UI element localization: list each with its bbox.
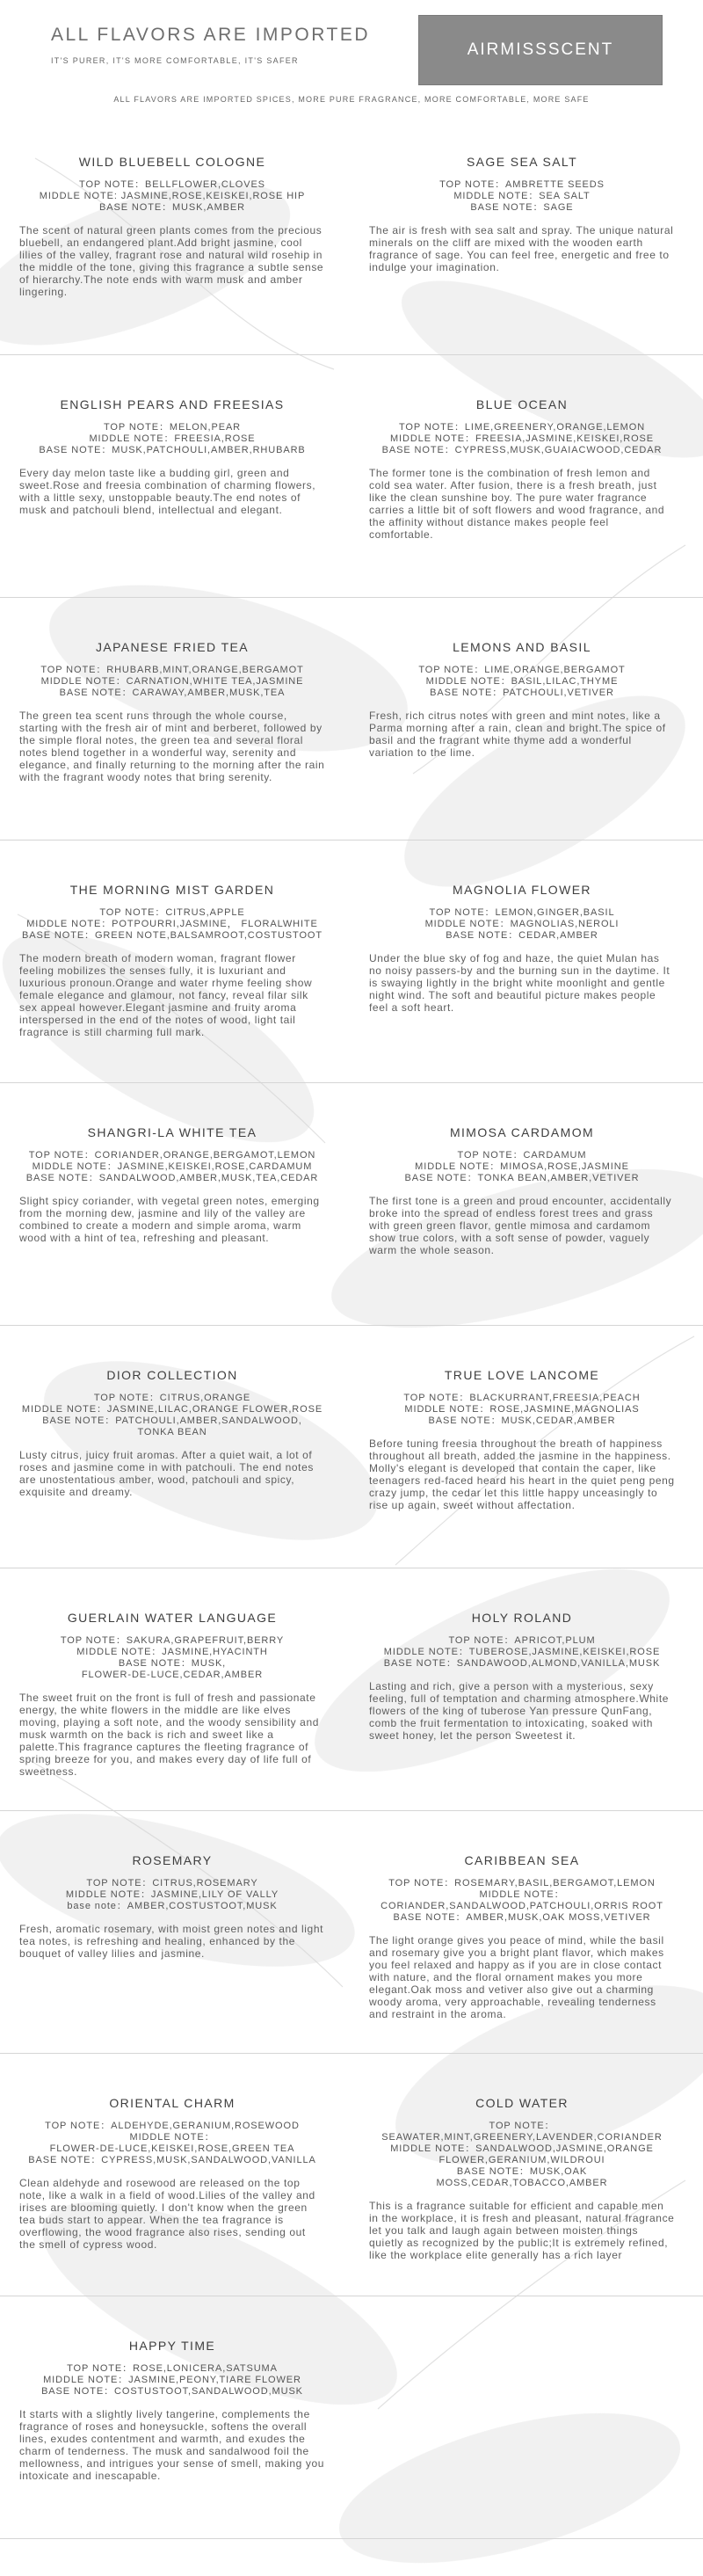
flavor-name: HOLY ROLAND <box>471 1611 573 1625</box>
flavor-note: MIDDLE NOTE： <box>479 1889 565 1900</box>
flavor-note: BASE NOTE：COSTUSTOOT,SANDALWOOD,MUSK <box>41 2386 303 2397</box>
flavor-name: TRUE LOVE LANCOME <box>444 1368 600 1382</box>
flavor-note: MIDDLE NOTE：POTPOURRI,JASMINE， FLORALWHITE <box>26 919 318 929</box>
flavor-note: MIDDLE NOTE：JASMINE,LILAC,ORANGE FLOWER,ROSE <box>21 1404 323 1415</box>
flavor-card <box>369 2096 675 2261</box>
flavor-note: TOP NOTE：LEMON,GINGER,BASIL <box>429 907 615 918</box>
flavor-note: BASE NOTE：TONKA BEAN,AMBER,VETIVER <box>404 1173 640 1183</box>
flavor-note: TOP NOTE：RHUBARB,MINT,ORANGE,BERGAMOT <box>40 665 304 675</box>
flavor-card <box>19 883 325 1038</box>
flavor-name: WILD BLUEBELL COLOGNE <box>78 155 266 169</box>
flavor-card <box>19 1125 325 1244</box>
flavor-note: BASE NOTE：MUSK,PATCHOULI,AMBER,RHUBARB <box>39 445 306 455</box>
flavor-note: MIDDLE NOTE：JASMINE,PEONY,TIARE FLOWER <box>43 2375 301 2385</box>
flavor-description: Lusty citrus, juicy fruit aromas. After a quiet wait, a lot of roses and jasmine come in with patchouli. The end notes are unostentatious amber, wood, patchouli and spicy, exquisite and dreamy. <box>19 1449 314 1498</box>
flavor-description: The scent of natural green plants comes from the precious bluebell, an endangered plant.Add bright jasmine, cool lilies of the valley, fragrant rose and natural wild rosehip in the middle of the tone, giving this fragrance a subtle sense of hierarchy.The note ends with warm musk and amber lingering. <box>19 224 324 298</box>
page-title: ALL FLAVORS ARE IMPORTED <box>51 25 371 45</box>
flavor-name: ENGLISH PEARS AND FREESIAS <box>60 397 285 411</box>
flavor-note: BASE NOTE：CEDAR,AMBER <box>446 930 598 941</box>
flavor-name: LEMONS AND BASIL <box>453 640 591 654</box>
flavor-note: TOP NOTE：CITRUS,ROSEMARY <box>86 1878 258 1888</box>
flavor-name: ORIENTAL CHARM <box>109 2096 236 2110</box>
flavor-description: Every day melon taste like a budding girl, green and sweet.Rose and freesia combination of charming flowers, with a little sexy, unstoppable beauty.The end notes of musk and patchouli blend, intellectual and elegant. <box>19 467 316 516</box>
flavor-note: BASE NOTE：PATCHOULI,AMBER,SANDALWOOD, <box>42 1415 302 1426</box>
flavor-card <box>19 155 325 298</box>
flavor-note: MIDDLE NOTE：MIMOSA,ROSE,JASMINE <box>415 1161 629 1172</box>
flavor-description: The sweet fruit on the front is full of fresh and passionate energy, the white flowers in the middle are like elves moving, playing a soft note, and the woody sensibility and musk warmth on the back is rich and sweet like a palette.This fragrance captures the fleeting fragrance of spring breeze for you, and makes every day of life full of sweetness. <box>19 1692 319 1778</box>
flavor-note: TOP NOTE：CITRUS,ORANGE <box>93 1393 251 1403</box>
flavor-card <box>369 640 675 759</box>
flavor-name: HAPPY TIME <box>128 2339 216 2353</box>
flavor-description: The first tone is a green and proud encounter, accidentally broke into the spread of endless forest trees and grass with green green flavor, gentle mimosa and cardamom show true colors, with a soft sense of powder, vaguely warm the whole season. <box>369 1195 672 1256</box>
flavor-description: Clean aldehyde and rosewood are released on the top note, like a walk in a field of wood.Lilies of the valley and irises are blooming quietly. I don't know when the green tea buds start to appear. When the tea fragrance is overflowing, the wood fragrance also rises, sending out the smell of cypress wood. <box>19 2177 315 2251</box>
flavor-note: TOP NOTE：MELON,PEAR <box>103 422 242 433</box>
flavor-description: The modern breath of modern woman, fragrant flower feeling mobilizes the senses fully, it is luxuriant and luxurious pronoun.Orange and water rhyme feeling show female elegance and glamour, not fancy, reveal filar silk sex appeal however.Elegant jasmine and fruity aroma interspersed in the end of the notes of wood, light tail fragrance is still charming full mark. <box>19 952 313 1038</box>
brand-logo: AIRMISSSCENT <box>418 15 663 85</box>
flavor-card <box>19 2339 325 2482</box>
flavor-note: TOP NOTE：SAKURA,GRAPEFRUIT,BERRY <box>60 1635 285 1646</box>
flavor-note: TOP NOTE：LIME,ORANGE,BERGAMOT <box>418 665 626 675</box>
flavor-note: BASE NOTE：SAGE <box>470 202 574 213</box>
flavor-note: TOP NOTE： <box>489 2121 555 2131</box>
flavor-note: BASE NOTE：SANDALWOOD,AMBER,MUSK,TEA,CEDAR <box>25 1173 319 1183</box>
flavor-note: TOP NOTE：ROSEMARY,BASIL,BERGAMOT,LEMON <box>388 1878 656 1888</box>
flavor-note: BASE NOTE：MUSK, <box>118 1658 227 1669</box>
flavor-row <box>0 1326 703 1568</box>
flavor-card <box>19 2096 325 2251</box>
flavor-note: BASE NOTE：AMBER,MUSK,OAK MOSS,VETIVER <box>393 1912 651 1923</box>
flavor-note: BASE NOTE：MUSK,CEDAR,AMBER <box>428 1415 616 1426</box>
flavor-card <box>369 397 675 541</box>
flavor-description: The green tea scent runs through the whole course, starting with the fresh air of mint and berberet, followed by the simple floral notes, the green tea and several floral notes blend together in a wonderful way, serenity and elegance, and finally returning to the morning after the rain with the fragrant woody notes that bring serenity. <box>19 709 325 783</box>
flavor-row <box>0 1811 703 2054</box>
flavor-note: MIDDLE NOTE：JASMINE,HYACINTH <box>76 1647 268 1657</box>
flavor-note: TOP NOTE：BELLFLOWER,CLOVES <box>79 179 265 190</box>
flavor-note: MIDDLE NOTE：FREESIA,ROSE <box>89 433 256 444</box>
flavor-note: MIDDLE NOTE：SANDALWOOD,JASMINE,ORANGE <box>390 2143 654 2154</box>
flavor-note: MIDDLE NOTE：SEA SALT <box>453 191 591 201</box>
flavor-name: MIMOSA CARDAMOM <box>449 1125 595 1139</box>
flavor-row <box>0 1083 703 1326</box>
flavor-note: SEAWATER,MINT,GREENERY,LAVENDER,CORIANDER <box>381 2132 663 2143</box>
flavor-note: BASE NOTE：CYPRESS,MUSK,SANDALWOOD,VANILLA <box>28 2155 316 2165</box>
flavor-note: TOP NOTE：ALDEHYDE,GERANIUM,ROSEWOOD <box>45 2121 300 2131</box>
flavor-description: Lasting and rich, give a person with a mysterious, sexy feeling, full of temptation and charming atmosphere.White flowers of the king of tuberose Yan pressure QunFang, comb the fruit fermentation to intoxicating, soaked with sweet honey, let the person Sweetest it. <box>369 1680 670 1742</box>
flavor-note: TOP NOTE：BLACKURRANT,FREESIA,PEACH <box>403 1393 641 1403</box>
flavor-note: BASE NOTE：CARAWAY,AMBER,MUSK,TEA <box>59 688 286 698</box>
flavor-note: MIDDLE NOTE：MAGNOLIAS,NEROLI <box>424 919 620 929</box>
flavor-note: base note：AMBER,COSTUSTOOT,MUSK <box>67 1901 278 1911</box>
flavor-name: SAGE SEA SALT <box>466 155 578 169</box>
flavor-card <box>369 1125 675 1256</box>
flavor-row <box>0 598 703 840</box>
flavor-card <box>19 1853 325 1960</box>
flavor-note: MIDDLE NOTE：CARNATION,WHITE TEA,JASMINE <box>40 676 304 687</box>
flavor-description: This is a fragrance suitable for efficient and capable men in the workplace, it is fresh and pleasant, natural fragrance let you talk and laugh again between moisten things quietly as recognized by the public;It is extremely refined, like the workplace elite generally has a rich layer <box>369 2200 675 2261</box>
flavor-name: ROSEMARY <box>132 1853 213 1867</box>
page-subtitle: IT'S PURER, IT'S MORE COMFORTABLE, IT'S SAFER <box>51 56 299 65</box>
flavor-note: BASE NOTE：CYPRESS,MUSK,GUAIACWOOD,CEDAR <box>381 445 663 455</box>
flavor-note: BASE NOTE：MUSK,AMBER <box>99 202 245 213</box>
flavor-note: BASE NOTE：GREEN NOTE,BALSAMROOT,COSTUSTOOT <box>22 930 323 941</box>
flavor-note: TONKA BEAN <box>137 1427 207 1437</box>
flavor-name: MAGNOLIA FLOWER <box>453 883 591 897</box>
flavor-note: TOP NOTE：CORIANDER,ORANGE,BERGAMOT,LEMON <box>28 1150 316 1161</box>
flavor-note: MIDDLE NOTE：TUBEROSE,JASMINE,KEISKEI,ROSE <box>383 1647 661 1657</box>
flavor-description: It starts with a slightly lively tangerine, complements the fragrance of roses and honeysuckle, softens the overall lines, exudes contentment and warmth, and exudes the charm of tenderness. The musk and sandalwood foil the mellowness, and intrigues your sense of smell, making you intoxicate and inescapable. <box>19 2408 325 2482</box>
flavor-note: BASE NOTE：PATCHOULI,VETIVER <box>430 688 614 698</box>
flavor-row <box>0 2054 703 2296</box>
flavor-row <box>0 113 703 355</box>
flavor-note: MIDDLE NOTE： <box>129 2132 215 2143</box>
flavor-description: The air is fresh with sea salt and spray. The unique natural minerals on the cliff are mixed with the wooden earth fragrance of sage. You can feel free, energetic and free to indulge your imagination. <box>369 224 674 273</box>
flavor-note: FLOWER,GERANIUM,WILDROUI <box>438 2155 605 2165</box>
flavor-card <box>19 397 325 516</box>
flavor-note: MIDDLE NOTE：JASMINE,LILY OF VALLY <box>65 1889 279 1900</box>
flavor-note: MIDDLE NOTE: JASMINE,ROSE,KEISKEI,ROSE HIP <box>39 191 306 201</box>
flavor-note: MIDDLE NOTE：ROSE,JASMINE,MAGNOLIAS <box>404 1404 640 1415</box>
flavor-note: BASE NOTE：SANDAWOOD,ALMOND,VANILLA,MUSK <box>383 1658 661 1669</box>
flavor-name: BLUE OCEAN <box>475 397 569 411</box>
flavor-note: TOP NOTE：ROSE,LONICERA,SATSUMA <box>67 2363 278 2374</box>
flavor-description: The former tone is the combination of fresh lemon and cold sea water. After fusion, there is a fresh breath, just like the clean sunshine boy. The pure water fragrance carries a little bit of soft flowers and wood fragrance, and the affinity without distance makes people feel comfortable. <box>369 467 665 541</box>
flavor-description: Before tuning freesia throughout the breath of happiness throughout all breath, added the jasmine in the happiness. Molly's elegant is developed that contain the caper, like teenagers red-faced heard his heart in the quiet peng peng crazy jump, the cedar let this little happy unceasingly to rise up again, sweet without affectation. <box>369 1437 675 1511</box>
flavor-card <box>19 1368 325 1498</box>
flavor-name: GUERLAIN WATER LANGUAGE <box>67 1611 278 1625</box>
flavor-description: Slight spicy coriander, with vegetal green notes, emerging from the morning dew, jasmine and lily of the valley are combined to create a modern and simple aroma, warm wood with a hint of tea, refreshing and pleasant. <box>19 1195 320 1244</box>
flavor-row <box>0 2296 703 2539</box>
flavor-row <box>0 840 703 1083</box>
flavor-card <box>19 640 325 783</box>
flavor-note: TOP NOTE：AMBRETTE SEEDS <box>439 179 605 190</box>
flavor-note: MIDDLE NOTE：BASIL,LILAC,THYME <box>425 676 619 687</box>
flavor-note: TOP NOTE：CITRUS,APPLE <box>99 907 245 918</box>
flavor-name: THE MORNING MIST GARDEN <box>69 883 275 897</box>
flavor-name: SHANGRI-LA WHITE TEA <box>87 1125 257 1139</box>
flavor-card <box>19 1611 325 1778</box>
flavor-name: JAPANESE FRIED TEA <box>95 640 250 654</box>
flavor-name: DIOR COLLECTION <box>106 1368 238 1382</box>
flavor-note: TOP NOTE：APRICOT,PLUM <box>448 1635 596 1646</box>
flavor-description: Under the blue sky of fog and haze, the quiet Mulan has no noisy passers-by and the burning sun in the daytime. It is swaying lightly in the bright white moonlight and gentle night wind. The soft and beautiful picture makes people feel a soft heart. <box>369 952 670 1014</box>
flavor-card <box>369 1611 675 1742</box>
flavor-note: MOSS,CEDAR,TOBACCO,AMBER <box>436 2178 608 2188</box>
flavor-card <box>369 155 675 273</box>
flavor-description: Fresh, rich citrus notes with green and mint notes, like a Parma morning after a rain, clean and bright.The spice of basil and the fragrant white thyme add a wonderful variation to the lime. <box>369 709 666 759</box>
flavor-row <box>0 1568 703 1811</box>
flavor-note: FLOWER-DE-LUCE,KEISKEI,ROSE,GREEN TEA <box>49 2143 295 2154</box>
flavor-description: Fresh, aromatic rosemary, with moist green notes and light tea notes, is refreshing and healing, enhanced by the bouquet of valley lilies and jasmine. <box>19 1923 324 1960</box>
flavor-note: MIDDLE NOTE：FREESIA,JASMINE,KEISKEI,ROSE <box>389 433 655 444</box>
flavor-card <box>369 1368 675 1511</box>
flavor-note: FLOWER-DE-LUCE,CEDAR,AMBER <box>81 1670 264 1680</box>
flavor-note: BASE NOTE：MUSK,OAK <box>456 2166 588 2177</box>
page-header <box>0 0 703 92</box>
flavor-name: CARIBBEAN SEA <box>464 1853 580 1867</box>
flavor-note: CORIANDER,SANDALWOOD,PATCHOULI,ORRIS ROOT <box>380 1901 663 1911</box>
flavor-note: TOP NOTE：CARDAMUM <box>457 1150 587 1161</box>
flavor-card <box>369 1853 675 2020</box>
flavor-name: COLD WATER <box>475 2096 569 2110</box>
tagline: ALL FLAVORS ARE IMPORTED SPICES, MORE PURE FRAGRANCE, MORE COMFORTABLE, MORE SAFE <box>113 95 590 104</box>
flavor-row <box>0 355 703 598</box>
flavor-card <box>369 883 675 1014</box>
flavor-note: MIDDLE NOTE：JASMINE,KEISKEI,ROSE,CARDAMUM <box>32 1161 313 1172</box>
flavor-description: The light orange gives you peace of mind, while the basil and rosemary give you a bright plant flavor, which makes you feel relaxed and happy as if you are in close contact with nature, and the floral ornament makes you more elegant.Oak moss and vetiver also give out a charming woody aroma, very approachable, revealing tenderness and restraint in the aroma. <box>369 1934 664 2020</box>
flavor-note: TOP NOTE：LIME,GREENERY,ORANGE,LEMON <box>398 422 646 433</box>
